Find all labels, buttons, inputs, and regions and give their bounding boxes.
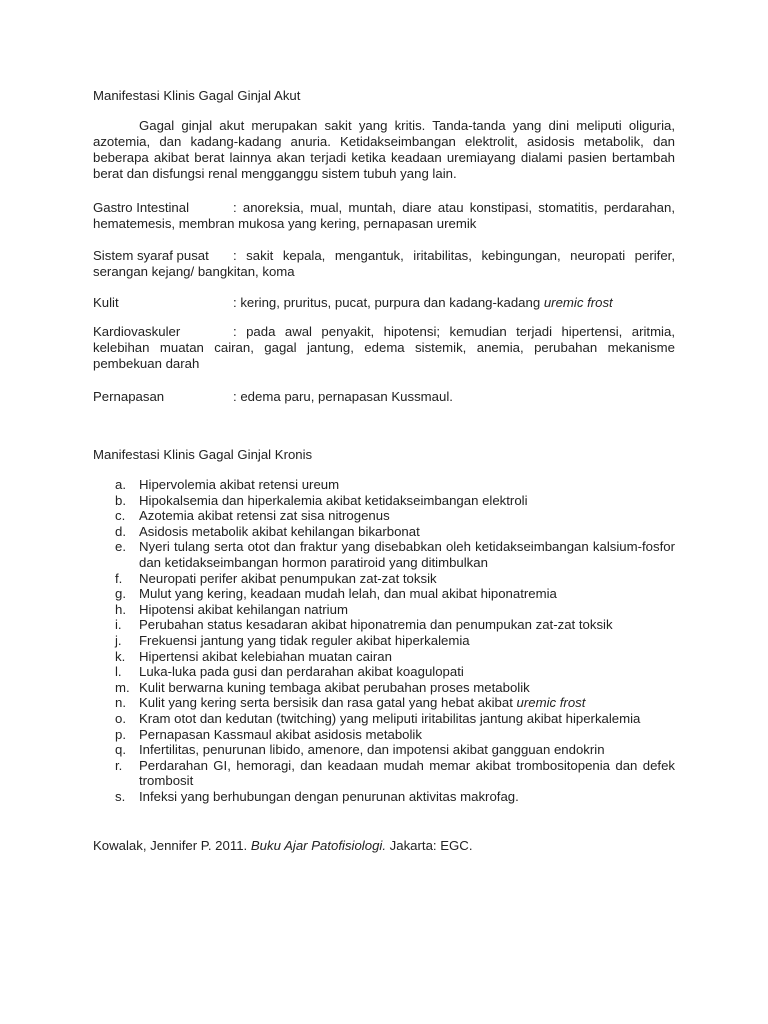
list-text: Kram otot dan kedutan (twitching) yang meliputi iritabilitas jantung akibat hiperkalemia (139, 710, 641, 726)
list-item (93, 617, 675, 633)
reference-book-title: Buku Ajar Patofisiologi. (250, 838, 386, 853)
list-item (93, 758, 675, 789)
list-item (93, 633, 675, 649)
list-text: Luka-luka pada gusi dan perdarahan akibat koagulopati (139, 664, 464, 680)
list-text: Nyeri tulang serta otot dan fraktur yang disebabkan oleh ketidakseimbangan kalsium-fosfor dan ketidakseimbangan hormon paratiroid yang ditimbulkan (139, 539, 675, 570)
row-label: Gastro Intestinal (93, 200, 190, 215)
list-marker: b. (115, 492, 126, 508)
list-marker: j. (115, 632, 122, 648)
list-item (93, 649, 675, 665)
akut-title: Manifestasi Klinis Gagal Ginjal Akut (93, 88, 301, 103)
list-text: Asidosis metabolik akibat kehilangan bikarbonat (139, 523, 420, 539)
list-marker: o. (115, 710, 126, 726)
row-label: Pernapasan (93, 389, 165, 404)
list-text: Infeksi yang berhubungan dengan penurunan aktivitas makrofag. (139, 788, 519, 804)
row-text: : sakit kepala, mengantuk, iritabilitas, kebingungan, neuropati perifer, serangan kejang/ bangkitan, koma (93, 248, 675, 279)
akut-intro-paragraph: Gagal ginjal akut merupakan sakit yang kritis. Tanda-tanda yang dini meliputi oliguria, azotemia, dan kadang-kadang anuria. Ketidakseimbangan elektrolit, asidosis metabolik, dan beberapa akibat berat lainnya akan terjadi ketika keadaan uremiayang dialami pasien bertambah berat dan disfungsi renal mengganggu sistem tubuh yang lain. (93, 118, 675, 181)
list-text: Pernapasan Kassmaul akibat asidosis metabolik (139, 726, 422, 742)
akut-row-gastro (93, 200, 675, 232)
list-item (93, 539, 675, 570)
list-text: Infertilitas, penurunan libido, amenore, dan impotensi akibat gangguan endokrin (139, 742, 605, 758)
list-text: Mulut yang kering, keadaan mudah lelah, dan mual akibat hiponatremia (139, 586, 557, 602)
list-marker: d. (115, 523, 126, 539)
list-marker: k. (115, 648, 126, 664)
list-item (93, 680, 675, 696)
akut-row-kulit (93, 295, 675, 311)
list-item (93, 727, 675, 743)
list-text: Hipervolemia akibat retensi ureum (139, 477, 340, 492)
list-text: Frekuensi jantung yang tidak reguler akibat hiperkalemia (139, 632, 470, 648)
reference-publisher: Jakarta: EGC. (386, 838, 473, 853)
list-marker: e. (115, 539, 126, 555)
row-text: : anoreksia, mual, muntah, diare atau konstipasi, stomatitis, perdarahan, hematemesis, membran mukosa yang kering, pernapasan uremik (93, 200, 675, 231)
list-marker: c. (115, 508, 126, 524)
list-text: Hipokalsemia dan hiperkalemia akibat ketidakseimbangan elektroli (139, 492, 528, 508)
list-marker: m. (115, 679, 130, 695)
list-text-italic: uremic frost (516, 695, 586, 711)
list-item (93, 742, 675, 758)
reference-author: Kowalak, Jennifer P. 2011. (93, 838, 251, 853)
list-text: Perubahan status kesadaran akibat hiponatremia dan penumpukan zat-zat toksik (139, 617, 613, 633)
list-marker: r. (115, 757, 123, 773)
list-text: Azotemia akibat retensi zat sisa nitrogenus (139, 508, 390, 524)
list-item (93, 493, 675, 509)
list-text: Kulit yang kering serta bersisik dan rasa gatal yang hebat akibat (139, 695, 517, 711)
list-text: Perdarahan GI, hemoragi, dan keadaan mudah memar akibat trombositopenia dan defek trombosit (139, 757, 675, 789)
list-marker: p. (115, 726, 126, 742)
list-item (93, 571, 675, 587)
akut-row-sistem-syaraf (93, 248, 675, 280)
list-marker: h. (115, 601, 126, 617)
row-label: Sistem syaraf pusat (93, 248, 209, 263)
akut-row-kardiovaskuler (93, 324, 675, 372)
kronis-list (93, 477, 675, 804)
list-item (93, 789, 675, 805)
list-text: Kulit berwarna kuning tembaga akibat perubahan proses metabolik (139, 679, 530, 695)
list-item (93, 524, 675, 540)
list-item (93, 602, 675, 618)
row-label: Kulit (93, 295, 119, 310)
list-text: Hipertensi akibat kelebiahan muatan cairan (139, 648, 392, 664)
list-marker: s. (115, 788, 126, 804)
kronis-title: Manifestasi Klinis Gagal Ginjal Kronis (93, 447, 313, 462)
row-text: : edema paru, pernapasan Kussmaul. (233, 389, 453, 404)
row-text: : pada awal penyakit, hipotensi; kemudian terjadi hipertensi, aritmia, kelebihan muatan cairan, gagal jantung, edema sistemik, anemia, perubahan mekanisme pembekuan darah (93, 324, 675, 371)
list-item (93, 664, 675, 680)
list-marker: n. (115, 695, 126, 711)
list-marker: i. (115, 617, 122, 633)
row-label: Kardiovaskuler (93, 324, 181, 339)
list-marker: f. (115, 570, 123, 586)
list-item (93, 477, 675, 493)
list-marker: a. (115, 477, 126, 492)
list-marker: g. (115, 586, 126, 602)
list-item (93, 695, 675, 711)
list-text: Neuropati perifer akibat penumpukan zat-zat toksik (139, 570, 437, 586)
row-text-italic: uremic frost (543, 295, 613, 310)
list-item (93, 508, 675, 524)
list-item (93, 586, 675, 602)
row-text: : kering, pruritus, pucat, purpura dan kadang-kadang (233, 295, 544, 310)
list-marker: q. (115, 742, 126, 758)
list-marker: l. (115, 664, 122, 680)
list-item (93, 711, 675, 727)
akut-row-pernapasan (93, 389, 675, 405)
list-text: Hipotensi akibat kehilangan natrium (139, 601, 348, 617)
reference-citation (93, 838, 675, 854)
